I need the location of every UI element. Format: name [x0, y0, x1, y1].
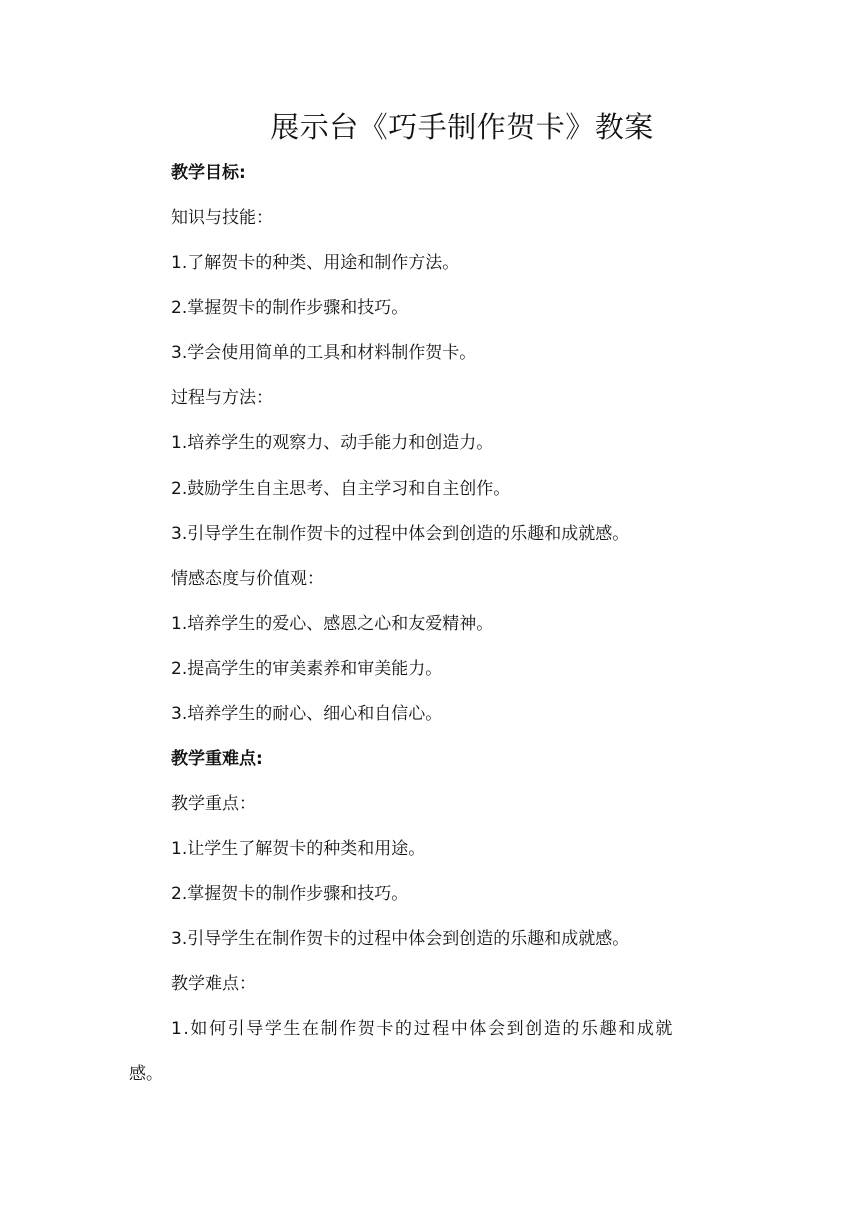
knowledge-item-2: 2.掌握贺卡的制作步骤和技巧。: [171, 298, 409, 318]
emotion-item-2: 2.提高学生的审美素养和审美能力。: [171, 659, 443, 679]
goals-heading: 教学目标:: [171, 163, 246, 183]
key-item-2: 2.掌握贺卡的制作步骤和技巧。: [171, 884, 409, 904]
key-item-1: 1.让学生了解贺卡的种类和用途。: [171, 839, 426, 859]
process-item-1: 1.培养学生的观察力、动手能力和创造力。: [171, 433, 494, 453]
knowledge-heading: 知识与技能：: [171, 208, 273, 228]
emotion-item-3: 3.培养学生的耐心、细心和自信心。: [171, 704, 443, 724]
difficult-item-line-2: 感。: [129, 1064, 163, 1084]
key-heading: 教学重点：: [171, 794, 256, 814]
process-heading: 过程与方法：: [171, 388, 273, 408]
process-item-3: 3.引导学生在制作贺卡的过程中体会到创造的乐趣和成就感。: [171, 524, 630, 544]
key-item-3: 3.引导学生在制作贺卡的过程中体会到创造的乐趣和成就感。: [171, 929, 630, 949]
key-difficult-heading: 教学重难点:: [171, 749, 263, 769]
difficult-item-line-1: 1.如何引导学生在制作贺卡的过程中体会到创造的乐趣和成就: [171, 1019, 675, 1039]
knowledge-item-1: 1.了解贺卡的种类、用途和制作方法。: [171, 253, 460, 273]
document-title: 展示台《巧手制作贺卡》教案: [270, 110, 654, 144]
emotion-item-1: 1.培养学生的爱心、感恩之心和友爱精神。: [171, 614, 494, 634]
difficult-heading: 教学难点：: [171, 974, 256, 994]
process-item-2: 2.鼓励学生自主思考、自主学习和自主创作。: [171, 479, 511, 499]
knowledge-item-3: 3.学会使用简单的工具和材料制作贺卡。: [171, 343, 477, 363]
emotion-heading: 情感态度与价值观：: [171, 569, 324, 589]
